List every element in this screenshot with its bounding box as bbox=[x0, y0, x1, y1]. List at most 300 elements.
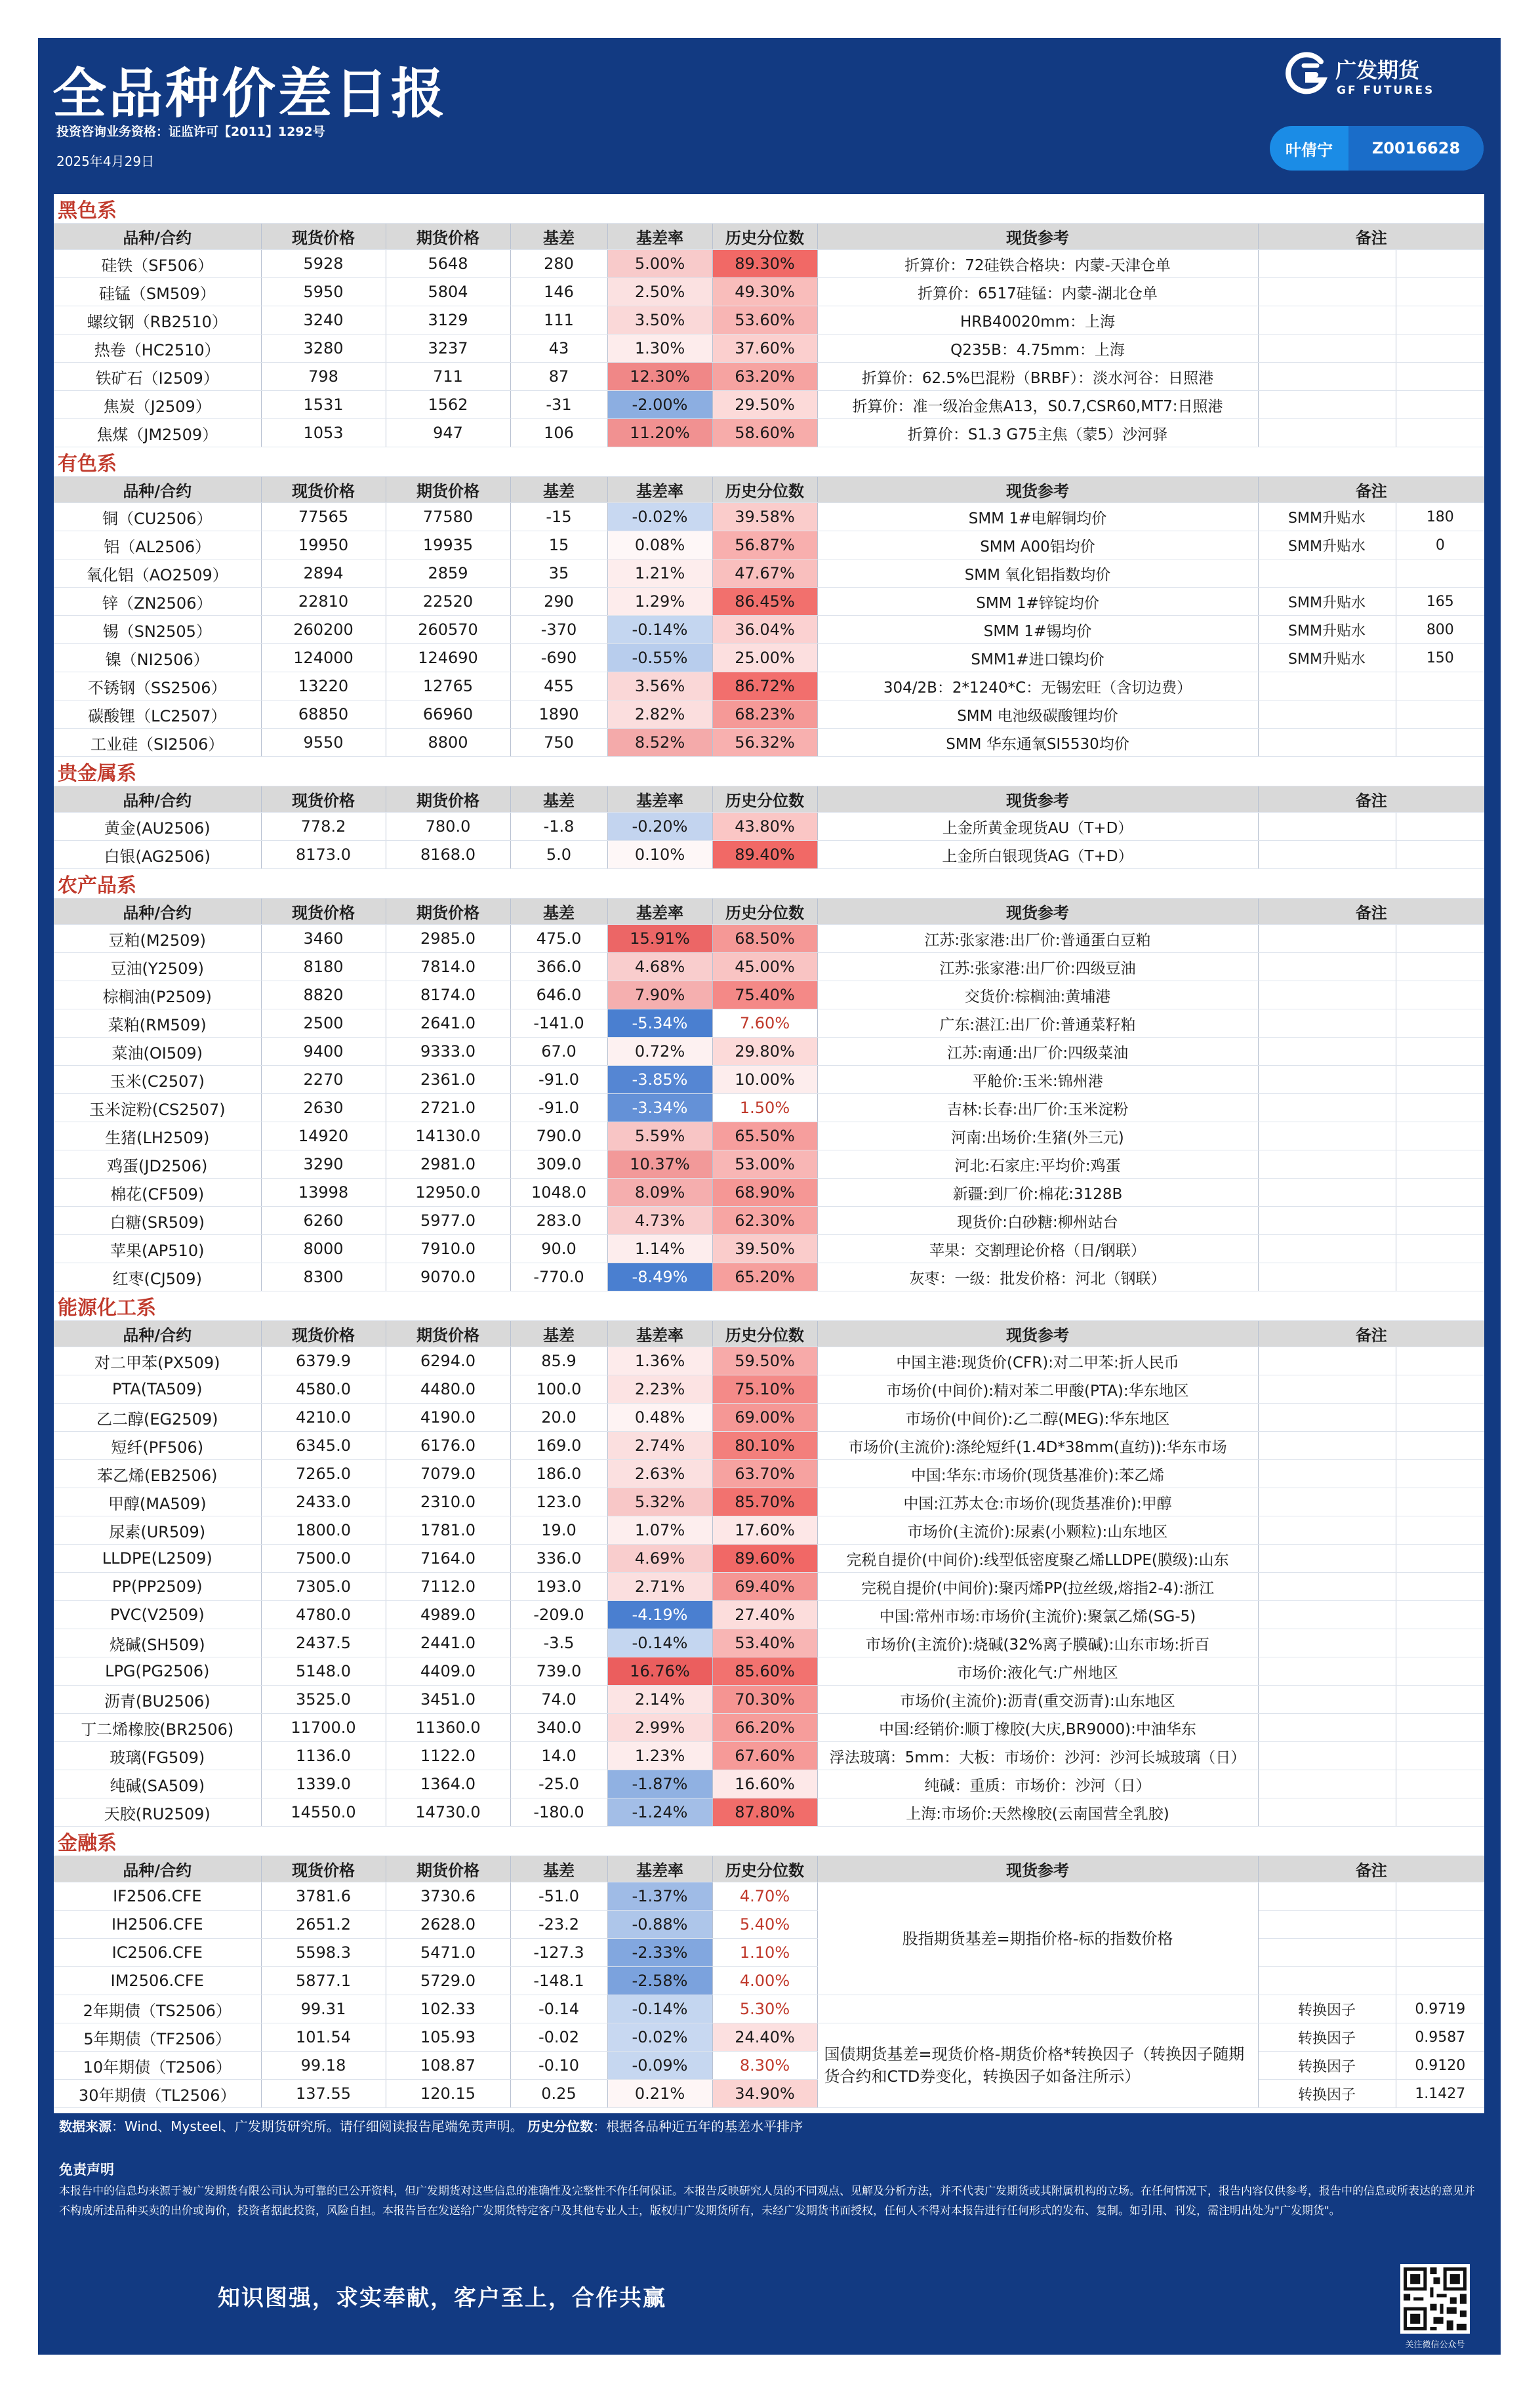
basis-rate: 12.30% bbox=[607, 363, 712, 391]
basis: 1890 bbox=[510, 700, 607, 729]
item-name: LPG(PG2506) bbox=[54, 1657, 261, 1686]
basis-rate: 0.08% bbox=[607, 531, 712, 559]
basis: 20.0 bbox=[510, 1404, 607, 1432]
item-name: 30年期债（TL2506） bbox=[54, 2080, 261, 2108]
hist-percentile: 75.40% bbox=[712, 981, 817, 1009]
spot-price: 1136.0 bbox=[261, 1742, 386, 1770]
column-header: 基差率 bbox=[607, 786, 712, 813]
table-row bbox=[54, 1657, 1484, 1686]
table-row bbox=[54, 1629, 1484, 1657]
basis: -127.3 bbox=[510, 1939, 607, 1967]
basis-rate: 2.23% bbox=[607, 1375, 712, 1404]
futures-price: 2310.0 bbox=[386, 1488, 510, 1516]
futures-price: 66960 bbox=[386, 700, 510, 729]
column-header-row bbox=[54, 786, 1484, 813]
report-title: 全品种价差日报 bbox=[52, 63, 448, 125]
table-row bbox=[54, 1009, 1484, 1038]
item-name: 丁二烯橡胶(BR2506) bbox=[54, 1714, 261, 1742]
item-name: 乙二醇(EG2509) bbox=[54, 1404, 261, 1432]
basis-rate: 8.52% bbox=[607, 729, 712, 757]
item-name: 对二甲苯(PX509) bbox=[54, 1347, 261, 1375]
spot-price: 6379.9 bbox=[261, 1347, 386, 1375]
futures-price: 3730.6 bbox=[386, 1882, 510, 1911]
hist-percentile: 75.10% bbox=[712, 1375, 817, 1404]
spot-price: 9400 bbox=[261, 1038, 386, 1066]
hist-percentile: 29.50% bbox=[712, 391, 817, 419]
spot-reference: 中国主港:现货价(CFR):对二甲苯:折人民币 bbox=[817, 1347, 1258, 1375]
basis-rate: 4.68% bbox=[607, 953, 712, 981]
item-name: 锌（ZN2506） bbox=[54, 588, 261, 616]
table-row bbox=[54, 588, 1484, 616]
futures-price: 3237 bbox=[386, 335, 510, 363]
hist-percentile: 1.10% bbox=[712, 1939, 817, 1967]
section-title: 能源化工系 bbox=[54, 1291, 1484, 1321]
item-name: 玉米淀粉(CS2507) bbox=[54, 1094, 261, 1122]
item-name: 鸡蛋(JD2506) bbox=[54, 1150, 261, 1179]
item-name: LLDPE(L2509) bbox=[54, 1545, 261, 1573]
spot-price: 14550.0 bbox=[261, 1798, 386, 1827]
remark-value bbox=[1396, 1263, 1484, 1291]
item-name: 碳酸锂（LC2507） bbox=[54, 700, 261, 729]
futures-price: 7164.0 bbox=[386, 1545, 510, 1573]
logo-name: 广发期货 bbox=[1335, 58, 1420, 83]
hist-percentile: 17.60% bbox=[712, 1516, 817, 1545]
basis-rate: 2.74% bbox=[607, 1432, 712, 1460]
item-name: PTA(TA509) bbox=[54, 1375, 261, 1404]
hist-percentile: 66.20% bbox=[712, 1714, 817, 1742]
column-header: 现货参考 bbox=[817, 899, 1258, 925]
remark bbox=[1258, 1714, 1396, 1742]
hist-percentile: 63.70% bbox=[712, 1460, 817, 1488]
item-name: 铜（CU2506） bbox=[54, 503, 261, 531]
basis-rate: 3.56% bbox=[607, 672, 712, 700]
basis: -0.10 bbox=[510, 2052, 607, 2080]
spot-reference: 市场价(中间价):精对苯二甲酸(PTA):华东地区 bbox=[817, 1375, 1258, 1404]
basis-rate: 2.63% bbox=[607, 1460, 712, 1488]
hist-percentile: 53.00% bbox=[712, 1150, 817, 1179]
hist-percentile: 56.87% bbox=[712, 531, 817, 559]
futures-price: 14730.0 bbox=[386, 1798, 510, 1827]
remark-value bbox=[1396, 306, 1484, 335]
column-header: 现货价格 bbox=[261, 786, 386, 813]
futures-price: 4989.0 bbox=[386, 1601, 510, 1629]
column-header: 历史分位数 bbox=[712, 477, 817, 503]
hist-percentile: 68.90% bbox=[712, 1179, 817, 1207]
spot-price: 7305.0 bbox=[261, 1573, 386, 1601]
remark-value bbox=[1396, 1573, 1484, 1601]
table-row bbox=[54, 1150, 1484, 1179]
remark-value bbox=[1396, 953, 1484, 981]
remark bbox=[1258, 729, 1396, 757]
basis-rate: 4.69% bbox=[607, 1545, 712, 1573]
spot-reference: 江苏:张家港:出厂价:四级豆油 bbox=[817, 953, 1258, 981]
column-header: 备注 bbox=[1258, 477, 1484, 503]
remark-value bbox=[1396, 1150, 1484, 1179]
basis: 111 bbox=[510, 306, 607, 335]
remark-value bbox=[1396, 1488, 1484, 1516]
futures-price: 7079.0 bbox=[386, 1460, 510, 1488]
remark-value bbox=[1396, 1686, 1484, 1714]
futures-price: 108.87 bbox=[386, 2052, 510, 2080]
section-header bbox=[54, 1827, 1484, 1856]
remark-value bbox=[1396, 1066, 1484, 1094]
spot-price: 22810 bbox=[261, 588, 386, 616]
remark-value bbox=[1396, 1179, 1484, 1207]
hist-percentile: 65.20% bbox=[712, 1263, 817, 1291]
basis-rate: 11.20% bbox=[607, 419, 712, 447]
table-row bbox=[54, 841, 1484, 869]
column-header: 期货价格 bbox=[386, 477, 510, 503]
futures-price: 3451.0 bbox=[386, 1686, 510, 1714]
item-name: 棉花(CF509) bbox=[54, 1179, 261, 1207]
table-row bbox=[54, 2052, 1484, 2080]
basis: 790.0 bbox=[510, 1122, 607, 1150]
spot-price: 2437.5 bbox=[261, 1629, 386, 1657]
column-header: 现货价格 bbox=[261, 1321, 386, 1347]
table-row bbox=[54, 278, 1484, 306]
basis: 146 bbox=[510, 278, 607, 306]
column-header: 现货参考 bbox=[817, 224, 1258, 250]
section-header bbox=[54, 757, 1484, 786]
basis-rate: 0.48% bbox=[607, 1404, 712, 1432]
spot-reference: 河北:石家庄:平均价:鸡蛋 bbox=[817, 1150, 1258, 1179]
futures-price: 1562 bbox=[386, 391, 510, 419]
remark bbox=[1258, 1179, 1396, 1207]
spot-reference: 河南:出场价:生猪(外三元) bbox=[817, 1122, 1258, 1150]
futures-price: 105.93 bbox=[386, 2023, 510, 2052]
basis-rate: 0.10% bbox=[607, 841, 712, 869]
table-row bbox=[54, 644, 1484, 672]
spot-reference: 纯碱：重质：市场价：沙河（日） bbox=[817, 1770, 1258, 1798]
column-header: 基差 bbox=[510, 1856, 607, 1882]
remark bbox=[1258, 1601, 1396, 1629]
basis: 750 bbox=[510, 729, 607, 757]
remark bbox=[1258, 1657, 1396, 1686]
spot-reference: 市场价:液化气:广州地区 bbox=[817, 1657, 1258, 1686]
hist-percentile: 36.04% bbox=[712, 616, 817, 644]
qr-code-icon bbox=[1400, 2264, 1470, 2334]
futures-price: 3129 bbox=[386, 306, 510, 335]
hist-percentile: 85.60% bbox=[712, 1657, 817, 1686]
futures-price: 2721.0 bbox=[386, 1094, 510, 1122]
remark bbox=[1258, 672, 1396, 700]
futures-price: 947 bbox=[386, 419, 510, 447]
column-header: 基差 bbox=[510, 899, 607, 925]
remark bbox=[1258, 1375, 1396, 1404]
spot-price: 13220 bbox=[261, 672, 386, 700]
column-header: 基差 bbox=[510, 224, 607, 250]
basis-rate: -2.00% bbox=[607, 391, 712, 419]
hist-percentile: 87.80% bbox=[712, 1798, 817, 1827]
item-name: 沥青(BU2506) bbox=[54, 1686, 261, 1714]
table-row bbox=[54, 1573, 1484, 1601]
remark: 转换因子 bbox=[1258, 2080, 1396, 2108]
table-row bbox=[54, 925, 1484, 953]
table-row bbox=[54, 700, 1484, 729]
logo-subtitle: GF FUTURES bbox=[1337, 84, 1435, 97]
item-name: 不锈钢（SS2506） bbox=[54, 672, 261, 700]
column-header: 基差 bbox=[510, 786, 607, 813]
futures-price: 711 bbox=[386, 363, 510, 391]
item-name: 10年期债（T2506） bbox=[54, 2052, 261, 2080]
spot-price: 99.31 bbox=[261, 1995, 386, 2023]
basis: 5.0 bbox=[510, 841, 607, 869]
hist-percentile: 85.70% bbox=[712, 1488, 817, 1516]
spot-price: 101.54 bbox=[261, 2023, 386, 2052]
column-header: 备注 bbox=[1258, 786, 1484, 813]
section-header bbox=[54, 194, 1484, 224]
basis-rate: -0.55% bbox=[607, 644, 712, 672]
spot-reference: 新疆:到厂价:棉花:3128B bbox=[817, 1179, 1258, 1207]
section-title: 贵金属系 bbox=[54, 757, 1484, 786]
hist-percentile: 62.30% bbox=[712, 1207, 817, 1235]
remark-value bbox=[1396, 278, 1484, 306]
item-name: 纯碱(SA509) bbox=[54, 1770, 261, 1798]
basis: 90.0 bbox=[510, 1235, 607, 1263]
table-row bbox=[54, 2023, 1484, 2052]
spot-price: 8000 bbox=[261, 1235, 386, 1263]
basis: -31 bbox=[510, 391, 607, 419]
basis: -148.1 bbox=[510, 1967, 607, 1995]
spot-reference: 市场价(主流价):尿素(小颗粒):山东地区 bbox=[817, 1516, 1258, 1545]
table-row bbox=[54, 1545, 1484, 1573]
spot-reference: 市场价(主流价):涤纶短纤(1.4D*38mm(直纺)):华东市场 bbox=[817, 1432, 1258, 1460]
item-name: 氧化铝（AO2509） bbox=[54, 559, 261, 588]
item-name: 尿素(UR509) bbox=[54, 1516, 261, 1545]
hist-percentile: 5.30% bbox=[712, 1995, 817, 2023]
hist-percentile: 7.60% bbox=[712, 1009, 817, 1038]
spot-price: 4580.0 bbox=[261, 1375, 386, 1404]
section-title: 黑色系 bbox=[54, 194, 1484, 224]
remark-value bbox=[1396, 1235, 1484, 1263]
item-name: 豆油(Y2509) bbox=[54, 953, 261, 981]
table-row bbox=[54, 729, 1484, 757]
column-header: 品种/合约 bbox=[54, 1321, 261, 1347]
item-name: 白银(AG2506) bbox=[54, 841, 261, 869]
spot-reference: 完税自提价(中间价):聚丙烯PP(拉丝级,熔指2-4):浙江 bbox=[817, 1573, 1258, 1601]
remark bbox=[1258, 1967, 1396, 1995]
remark bbox=[1258, 813, 1396, 841]
futures-price: 6294.0 bbox=[386, 1347, 510, 1375]
remark bbox=[1258, 1094, 1396, 1122]
hist-percentile: 63.20% bbox=[712, 363, 817, 391]
futures-price: 5977.0 bbox=[386, 1207, 510, 1235]
spot-price: 5148.0 bbox=[261, 1657, 386, 1686]
table-row bbox=[54, 391, 1484, 419]
basis: -209.0 bbox=[510, 1601, 607, 1629]
remark-value bbox=[1396, 1094, 1484, 1122]
basis: -770.0 bbox=[510, 1263, 607, 1291]
item-name: 焦炭（J2509） bbox=[54, 391, 261, 419]
spot-reference-merged: 国债期货基差=现货价格-期货价格*转换因子（转换因子随期货合约和CTD券变化，转换因子如备注所示） bbox=[817, 2023, 1258, 2108]
spot-reference: 中国:经销价:顺丁橡胶(大庆,BR9000):中油华东 bbox=[817, 1714, 1258, 1742]
remark-value bbox=[1396, 363, 1484, 391]
basis-rate: -1.24% bbox=[607, 1798, 712, 1827]
basis: 106 bbox=[510, 419, 607, 447]
table-row bbox=[54, 1798, 1484, 1827]
spot-reference: 平舱价:玉米:锦州港 bbox=[817, 1066, 1258, 1094]
remark-value: 180 bbox=[1396, 503, 1484, 531]
column-header: 品种/合约 bbox=[54, 1856, 261, 1882]
column-header: 历史分位数 bbox=[712, 224, 817, 250]
remark-value bbox=[1396, 419, 1484, 447]
column-header: 基差 bbox=[510, 1321, 607, 1347]
futures-price: 2985.0 bbox=[386, 925, 510, 953]
remark-value bbox=[1396, 1516, 1484, 1545]
item-name: 玻璃(FG509) bbox=[54, 1742, 261, 1770]
hist-percentile: 89.40% bbox=[712, 841, 817, 869]
remark-value bbox=[1396, 1798, 1484, 1827]
remark-value bbox=[1396, 1882, 1484, 1911]
spot-price: 3280 bbox=[261, 335, 386, 363]
spot-reference: Q235B：4.75mm：上海 bbox=[817, 335, 1258, 363]
column-header: 基差率 bbox=[607, 1856, 712, 1882]
basis: 0.25 bbox=[510, 2080, 607, 2108]
remark bbox=[1258, 1488, 1396, 1516]
column-header: 备注 bbox=[1258, 1856, 1484, 1882]
futures-price: 5648 bbox=[386, 250, 510, 278]
futures-price: 2641.0 bbox=[386, 1009, 510, 1038]
spot-reference: 折算价：准一级冶金焦A13，S0.7,CSR60,MT7:日照港 bbox=[817, 391, 1258, 419]
item-name: 黄金(AU2506) bbox=[54, 813, 261, 841]
table-row bbox=[54, 1375, 1484, 1404]
futures-price: 14130.0 bbox=[386, 1122, 510, 1150]
item-name: 铝（AL2506） bbox=[54, 531, 261, 559]
futures-price: 7112.0 bbox=[386, 1573, 510, 1601]
item-name: 2年期债（TS2506） bbox=[54, 1995, 261, 2023]
hist-percentile: 25.00% bbox=[712, 644, 817, 672]
column-header: 历史分位数 bbox=[712, 899, 817, 925]
spot-price: 1053 bbox=[261, 419, 386, 447]
column-header: 品种/合约 bbox=[54, 477, 261, 503]
remark-value bbox=[1396, 1601, 1484, 1629]
hist-percentile: 49.30% bbox=[712, 278, 817, 306]
futures-price: 120.15 bbox=[386, 2080, 510, 2108]
spot-price: 1800.0 bbox=[261, 1516, 386, 1545]
basis-rate: 1.14% bbox=[607, 1235, 712, 1263]
basis-rate: 10.37% bbox=[607, 1150, 712, 1179]
hist-percentile: 37.60% bbox=[712, 335, 817, 363]
spot-reference: 折算价：S1.3 G75主焦（蒙5）沙河驿 bbox=[817, 419, 1258, 447]
remark bbox=[1258, 1263, 1396, 1291]
spot-price: 2500 bbox=[261, 1009, 386, 1038]
hist-percentile: 4.00% bbox=[712, 1967, 817, 1995]
spot-reference: 上金所白银现货AG（T+D） bbox=[817, 841, 1258, 869]
hist-percentile: 27.40% bbox=[712, 1601, 817, 1629]
remark bbox=[1258, 1122, 1396, 1150]
basis-rate: 16.76% bbox=[607, 1657, 712, 1686]
basis-rate: -2.58% bbox=[607, 1967, 712, 1995]
remark: 转换因子 bbox=[1258, 1995, 1396, 2023]
basis: 35 bbox=[510, 559, 607, 588]
table-row bbox=[54, 1094, 1484, 1122]
remark-value bbox=[1396, 1967, 1484, 1995]
basis-rate: 1.30% bbox=[607, 335, 712, 363]
futures-price: 5729.0 bbox=[386, 1967, 510, 1995]
item-name: 甲醇(MA509) bbox=[54, 1488, 261, 1516]
table-row bbox=[54, 1263, 1484, 1291]
column-header: 现货价格 bbox=[261, 477, 386, 503]
futures-price: 4480.0 bbox=[386, 1375, 510, 1404]
column-header: 现货价格 bbox=[261, 1856, 386, 1882]
company-slogan: 知识图强，求实奉献，客户至上，合作共赢 bbox=[218, 2285, 666, 2311]
basis-rate: 0.21% bbox=[607, 2080, 712, 2108]
basis-rate: -0.88% bbox=[607, 1911, 712, 1939]
remark-value bbox=[1396, 813, 1484, 841]
futures-price: 2361.0 bbox=[386, 1066, 510, 1094]
column-header: 品种/合约 bbox=[54, 786, 261, 813]
basis: -0.02 bbox=[510, 2023, 607, 2052]
remark: SMM升贴水 bbox=[1258, 531, 1396, 559]
table-row bbox=[54, 1347, 1484, 1375]
futures-price: 4190.0 bbox=[386, 1404, 510, 1432]
basis: 366.0 bbox=[510, 953, 607, 981]
table-row bbox=[54, 1911, 1484, 1939]
remark-value bbox=[1396, 1629, 1484, 1657]
spot-reference: SMM 1#锌锭均价 bbox=[817, 588, 1258, 616]
section-header bbox=[54, 447, 1484, 477]
spot-reference-blank bbox=[817, 1995, 1258, 2023]
futures-price: 1781.0 bbox=[386, 1516, 510, 1545]
item-name: 硅铁（SF506） bbox=[54, 250, 261, 278]
basis: 123.0 bbox=[510, 1488, 607, 1516]
spot-price: 2894 bbox=[261, 559, 386, 588]
column-header-row bbox=[54, 899, 1484, 925]
remark bbox=[1258, 1207, 1396, 1235]
remark bbox=[1258, 1516, 1396, 1545]
remark bbox=[1258, 1150, 1396, 1179]
remark-value: 165 bbox=[1396, 588, 1484, 616]
item-name: PP(PP2509) bbox=[54, 1573, 261, 1601]
spot-reference: 吉林:长春:出厂价:玉米淀粉 bbox=[817, 1094, 1258, 1122]
item-name: 生猪(LH2509) bbox=[54, 1122, 261, 1150]
spot-price: 3460 bbox=[261, 925, 386, 953]
hist-percentile: 86.45% bbox=[712, 588, 817, 616]
remark bbox=[1258, 1573, 1396, 1601]
basis: 1048.0 bbox=[510, 1179, 607, 1207]
spot-price: 68850 bbox=[261, 700, 386, 729]
basis: 283.0 bbox=[510, 1207, 607, 1235]
futures-price: 1122.0 bbox=[386, 1742, 510, 1770]
spot-reference: 广东:湛江:出厂价:普通菜籽粕 bbox=[817, 1009, 1258, 1038]
spot-price: 260200 bbox=[261, 616, 386, 644]
table-row bbox=[54, 1404, 1484, 1432]
remark-value: 1.1427 bbox=[1396, 2080, 1484, 2108]
gf-logo-icon bbox=[1282, 51, 1329, 98]
license-text: 投资咨询业务资格：证监许可【2011】1292号 bbox=[56, 125, 325, 139]
basis: -690 bbox=[510, 644, 607, 672]
spot-reference: 现货价:白砂糖:柳州站台 bbox=[817, 1207, 1258, 1235]
spot-reference: 苹果：交割理论价格（日/钢联） bbox=[817, 1235, 1258, 1263]
remark bbox=[1258, 1882, 1396, 1911]
spot-price: 6345.0 bbox=[261, 1432, 386, 1460]
hist-percentile: 1.50% bbox=[712, 1094, 817, 1122]
remark-value bbox=[1396, 1911, 1484, 1939]
column-header: 历史分位数 bbox=[712, 786, 817, 813]
item-name: 苹果(AP510) bbox=[54, 1235, 261, 1263]
basis-rate: -1.87% bbox=[607, 1770, 712, 1798]
spot-price: 1531 bbox=[261, 391, 386, 419]
spot-price: 3525.0 bbox=[261, 1686, 386, 1714]
column-header: 基差率 bbox=[607, 899, 712, 925]
basis: -91.0 bbox=[510, 1066, 607, 1094]
table-row bbox=[54, 1488, 1484, 1516]
table-row bbox=[54, 616, 1484, 644]
spot-price: 2433.0 bbox=[261, 1488, 386, 1516]
futures-price: 8168.0 bbox=[386, 841, 510, 869]
section-header bbox=[54, 1291, 1484, 1321]
table-row bbox=[54, 2080, 1484, 2108]
